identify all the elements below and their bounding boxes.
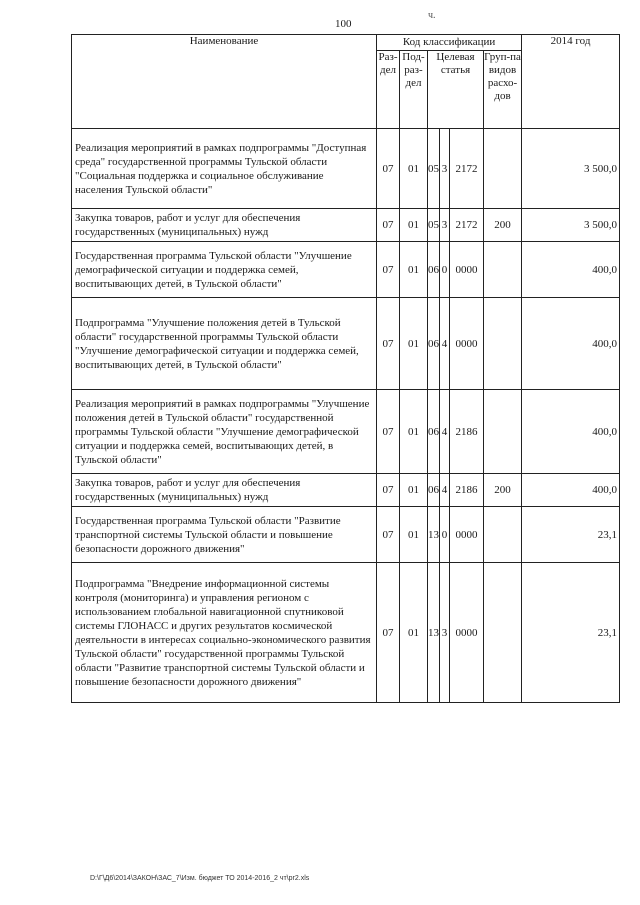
row-expense-group — [484, 507, 522, 563]
row-razdel: 07 — [377, 390, 400, 474]
row-podrazdel: 01 — [400, 129, 428, 209]
row-target-2: 3 — [440, 563, 450, 703]
header-year: 2014 год — [522, 35, 620, 129]
row-target-2: 4 — [440, 390, 450, 474]
table-header — [72, 35, 620, 129]
table-row — [72, 474, 620, 507]
row-target-3: 2172 — [450, 209, 484, 242]
row-podrazdel: 01 — [400, 474, 428, 507]
row-target-1: 13 — [428, 507, 440, 563]
header-target: Целевая статья — [428, 51, 484, 129]
row-target-1: 06 — [428, 298, 440, 390]
row-target-2: 3 — [440, 129, 450, 209]
row-amount: 400,0 — [522, 298, 620, 390]
row-name: Закупка товаров, работ и услуг для обеспечения государственных (муниципальных) нужд — [72, 209, 377, 242]
row-name: Подпрограмма "Внедрение информационной системы контроля (мониторинга) и управления регионом с использованием глобальной навигационной спутниковой системы ГЛОНАСС и других результатов космической деятельности в интересах социально-экономического развития Тульской области" государственной программы Тульской области "Развитие транспортной системы Тульской области и повышение безопасности дорожного движения" — [72, 563, 377, 703]
row-name: Подпрограмма "Улучшение положения детей в Тульской области" государственной программы Тульской области "Улучшение демографической ситуации и поддержка семей, воспитывающих детей, в Тульской области" — [72, 298, 377, 390]
row-target-1: 06 — [428, 242, 440, 298]
table-row — [72, 242, 620, 298]
row-target-3: 0000 — [450, 507, 484, 563]
header-code: Код классификации — [377, 35, 522, 51]
row-razdel: 07 — [377, 129, 400, 209]
row-target-3: 0000 — [450, 242, 484, 298]
row-target-2: 0 — [440, 242, 450, 298]
row-target-1: 05 — [428, 129, 440, 209]
row-razdel: 07 — [377, 298, 400, 390]
row-target-3: 2172 — [450, 129, 484, 209]
row-razdel: 07 — [377, 563, 400, 703]
row-podrazdel: 01 — [400, 563, 428, 703]
row-expense-group — [484, 242, 522, 298]
row-podrazdel: 01 — [400, 298, 428, 390]
row-target-2: 0 — [440, 507, 450, 563]
corner-mark: ч. — [428, 10, 436, 21]
row-razdel: 07 — [377, 242, 400, 298]
page-number: 100 — [335, 18, 352, 30]
row-amount: 23,1 — [522, 507, 620, 563]
row-podrazdel: 01 — [400, 209, 428, 242]
row-target-1: 06 — [428, 474, 440, 507]
row-expense-group — [484, 390, 522, 474]
row-name: Государственная программа Тульской области "Развитие транспортной системы Тульской области и повышение безопасности дорожного движения" — [72, 507, 377, 563]
table-row — [72, 209, 620, 242]
row-amount: 3 500,0 — [522, 209, 620, 242]
row-podrazdel: 01 — [400, 507, 428, 563]
row-expense-group: 200 — [484, 209, 522, 242]
row-amount: 400,0 — [522, 390, 620, 474]
row-target-3: 0000 — [450, 298, 484, 390]
row-podrazdel: 01 — [400, 242, 428, 298]
row-amount: 23,1 — [522, 563, 620, 703]
row-razdel: 07 — [377, 209, 400, 242]
row-name: Государственная программа Тульской области "Улучшение демографической ситуации и поддержка семей, воспитывающих детей, в Тульской области" — [72, 242, 377, 298]
row-target-2: 4 — [440, 298, 450, 390]
header-group: Груп-па видов расхо-дов — [484, 51, 522, 129]
row-target-3: 2186 — [450, 474, 484, 507]
row-target-2: 4 — [440, 474, 450, 507]
row-amount: 400,0 — [522, 242, 620, 298]
row-target-1: 13 — [428, 563, 440, 703]
table-body — [72, 129, 620, 703]
table-row — [72, 129, 620, 209]
header-podrazdel: Под-раз-дел — [400, 51, 428, 129]
footer-file-path: D:\Г\Д6\2014\ЗАКОН\ЗАС_7\Изм. бюджет ТО 2014-2016_2 чт\pr2.xls — [90, 875, 310, 882]
row-expense-group — [484, 298, 522, 390]
table-row — [72, 390, 620, 474]
header-name: Наименование — [72, 35, 377, 129]
row-podrazdel: 01 — [400, 390, 428, 474]
row-expense-group: 200 — [484, 474, 522, 507]
row-name: Закупка товаров, работ и услуг для обеспечения государственных (муниципальных) нужд — [72, 474, 377, 507]
row-target-3: 0000 — [450, 563, 484, 703]
row-target-3: 2186 — [450, 390, 484, 474]
row-expense-group — [484, 563, 522, 703]
row-amount: 400,0 — [522, 474, 620, 507]
row-amount: 3 500,0 — [522, 129, 620, 209]
table-row — [72, 507, 620, 563]
row-name: Реализация мероприятий в рамках подпрограммы "Улучшение положения детей в Тульской области" государственной программы Тульской области "Улучшение демографической ситуации и поддержка семей, воспитывающих детей, в Тульской области" — [72, 390, 377, 474]
row-name: Реализация мероприятий в рамках подпрограммы "Доступная среда" государственной программы Тульской области "Социальная поддержка и социальное обслуживание населения Тульской области" — [72, 129, 377, 209]
row-expense-group — [484, 129, 522, 209]
row-razdel: 07 — [377, 507, 400, 563]
row-target-1: 05 — [428, 209, 440, 242]
row-target-2: 3 — [440, 209, 450, 242]
row-razdel: 07 — [377, 474, 400, 507]
budget-table — [71, 34, 620, 703]
table-row — [72, 563, 620, 703]
table-row — [72, 298, 620, 390]
header-razdel: Раз-дел — [377, 51, 400, 129]
row-target-1: 06 — [428, 390, 440, 474]
